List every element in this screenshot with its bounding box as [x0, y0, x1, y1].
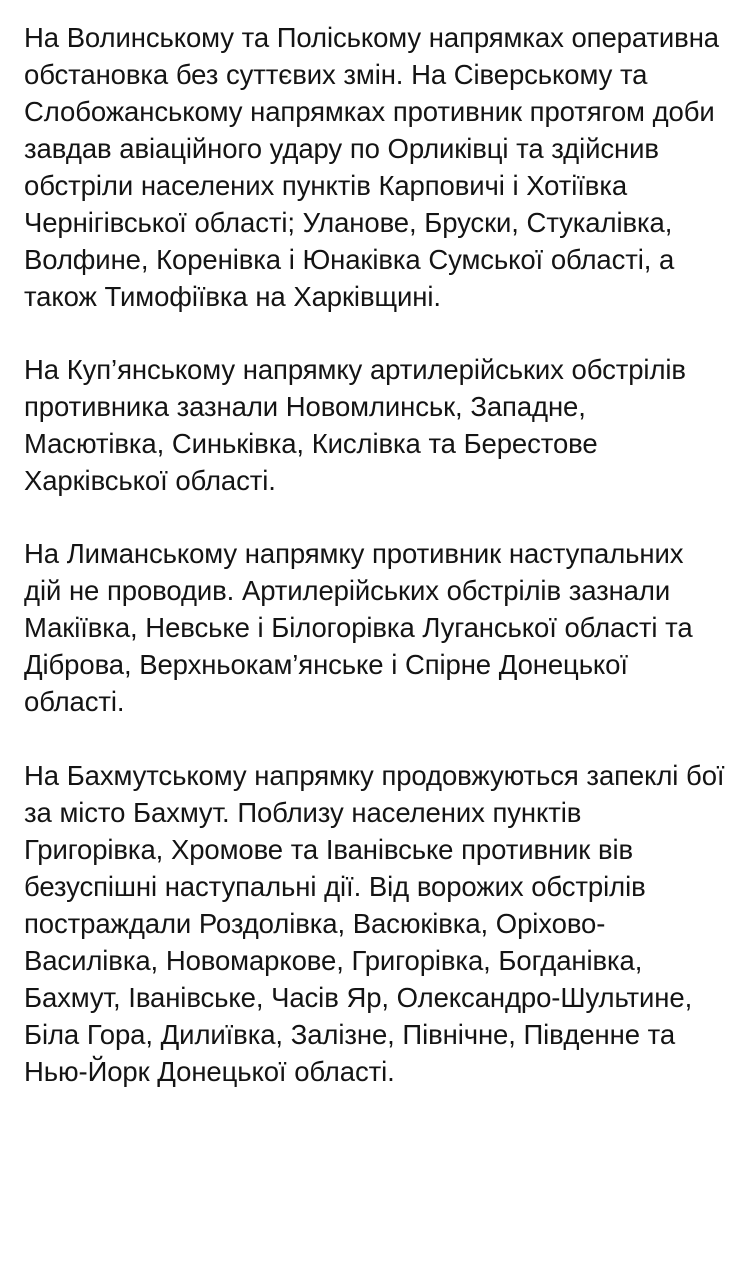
paragraph-4: На Бахмутському напрямку продовжуються запеклі бої за місто Бахмут. Поблизу населених пунктів Григорівка, Хромове та Іванівське противник вів безуспішні наступальні дії. Від ворожих обстрілів постраждали Роздолівка, Васюківка, Оріхово-Василівка, Новомаркове, Григорівка, Богданівка, Бахмут, Іванівське, Часів Яр, Олександро-Шультине, Біла Гора, Дилиївка, Залізне, Північне, Південне та Нью-Йорк Донецької області. — [24, 759, 725, 1087]
document-text-body — [24, 20, 728, 1090]
paragraph-1: На Волинському та Поліському напрямках оперативна обстановка без суттєвих змін. На Сіверському та Слобожанському напрямках противник протягом доби завдав авіаційного удару по Орликівці та здійснив обстріли населених пунктів Карповичі і Хотіївка Чернігівської області; Уланове, Бруски, Стукалівка, Волфине, Коренівка і Юнаківка Сумської області, а також Тимофіївка на Харківщині. — [24, 22, 719, 312]
paragraph-2: На Куп’янському напрямку артилерійських обстрілів противника зазнали Новомлинськ, Западне, Масютівка, Синьківка, Кислівка та Берестове Харківської області. — [24, 354, 686, 497]
paragraph-3: На Лиманському напрямку противник наступальних дій не проводив. Артилерійських обстрілів зазнали Макіївка, Невське і Білогорівка Луганської області та Діброва, Верхньокам’янське і Спірне Донецької області. — [24, 538, 693, 718]
